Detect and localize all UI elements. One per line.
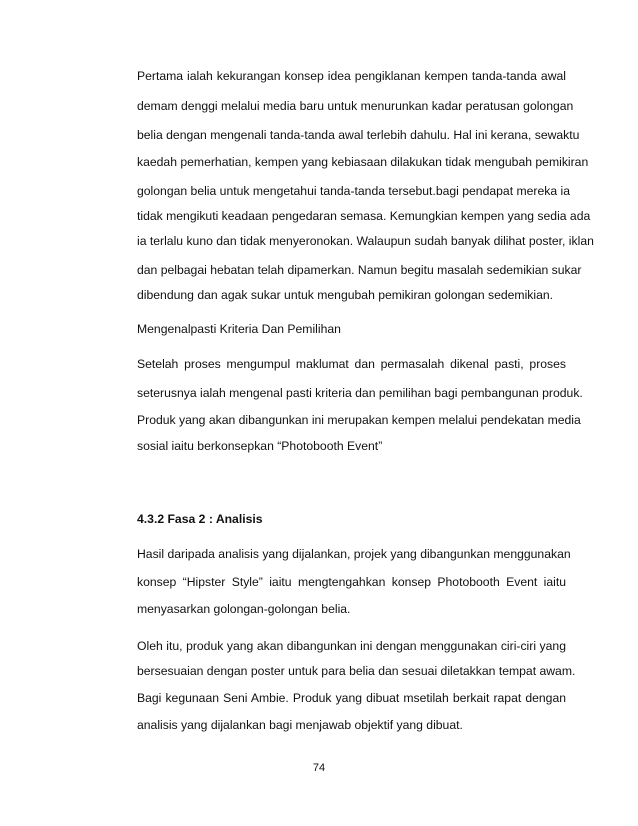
paragraph-1-line-7: ia terlalu kuno dan tidak menyeronokan. Walaupun sudah banyak dilihat poster, iklan <box>137 234 594 248</box>
paragraph-1-line-2: demam denggi melalui media baru untuk menurunkan kadar peratusan golongan <box>137 99 574 113</box>
paragraph-1-line-6: tidak mengikuti keadaan pengedaran semasa. Kemungkian kempen yang sedia ada <box>137 209 591 223</box>
paragraph-3-line-2: konsep “Hipster Style” iaitu mengtengahkan konsep Photobooth Event iaitu <box>137 575 566 589</box>
paragraph-3-line-1: Hasil daripada analisis yang dijalankan, projek yang dibangunkan menggunakan <box>137 547 571 561</box>
subheading-kriteria: Mengenalpasti Kriteria Dan Pemilihan <box>137 322 341 336</box>
section-heading-fasa-2: 4.3.2 Fasa 2 : Analisis <box>137 512 263 526</box>
paragraph-4-line-1: Oleh itu, produk yang akan dibangunkan ini dengan menggunakan ciri-ciri yang <box>137 639 566 653</box>
paragraph-1-line-5: golongan belia untuk mengetahui tanda-tanda tersebut.bagi pendapat mereka ia <box>137 184 570 198</box>
paragraph-2-line-2: seterusnya ialah mengenal pasti kriteria dan pemilihan bagi pembangunan produk. <box>137 386 583 400</box>
paragraph-1-line-8: dan pelbagai hebatan telah dipamerkan. Namun begitu masalah sedemikian sukar <box>137 263 582 277</box>
paragraph-1-line-9: dibendung dan agak sukar untuk mengubah pemikiran golongan sedemikian. <box>137 288 554 302</box>
paragraph-3-line-3: menyasarkan golongan-golongan belia. <box>137 602 351 616</box>
paragraph-4-line-2: bersesuaian dengan poster untuk para belia dan sesuai diletakkan tempat awam. <box>137 664 576 678</box>
paragraph-2-line-1: Setelah proses mengumpul maklumat dan permasalah dikenal pasti, proses <box>137 357 566 371</box>
paragraph-2-line-4: sosial iaitu berkonsepkan “Photobooth Event” <box>137 439 383 453</box>
paragraph-4-line-3: Bagi kegunaan Seni Ambie. Produk yang dibuat msetilah berkait rapat dengan <box>137 691 566 705</box>
paragraph-1-line-1: Pertama ialah kekurangan konsep idea pengiklanan kempen tanda-tanda awal <box>137 69 566 83</box>
paragraph-2-line-3: Produk yang akan dibangunkan ini merupakan kempen melalui pendekatan media <box>137 413 581 427</box>
page-number: 74 <box>312 762 326 774</box>
paragraph-1-line-3: belia dengan mengenali tanda-tanda awal terlebih dahulu. Hal ini kerana, sewaktu <box>137 128 580 142</box>
paragraph-4-line-4: analisis yang dijalankan bagi menjawab objektif yang dibuat. <box>137 718 463 732</box>
paragraph-1-line-4: kaedah pemerhatian, kempen yang kebiasaan dilakukan tidak mengubah pemikiran <box>137 155 589 169</box>
